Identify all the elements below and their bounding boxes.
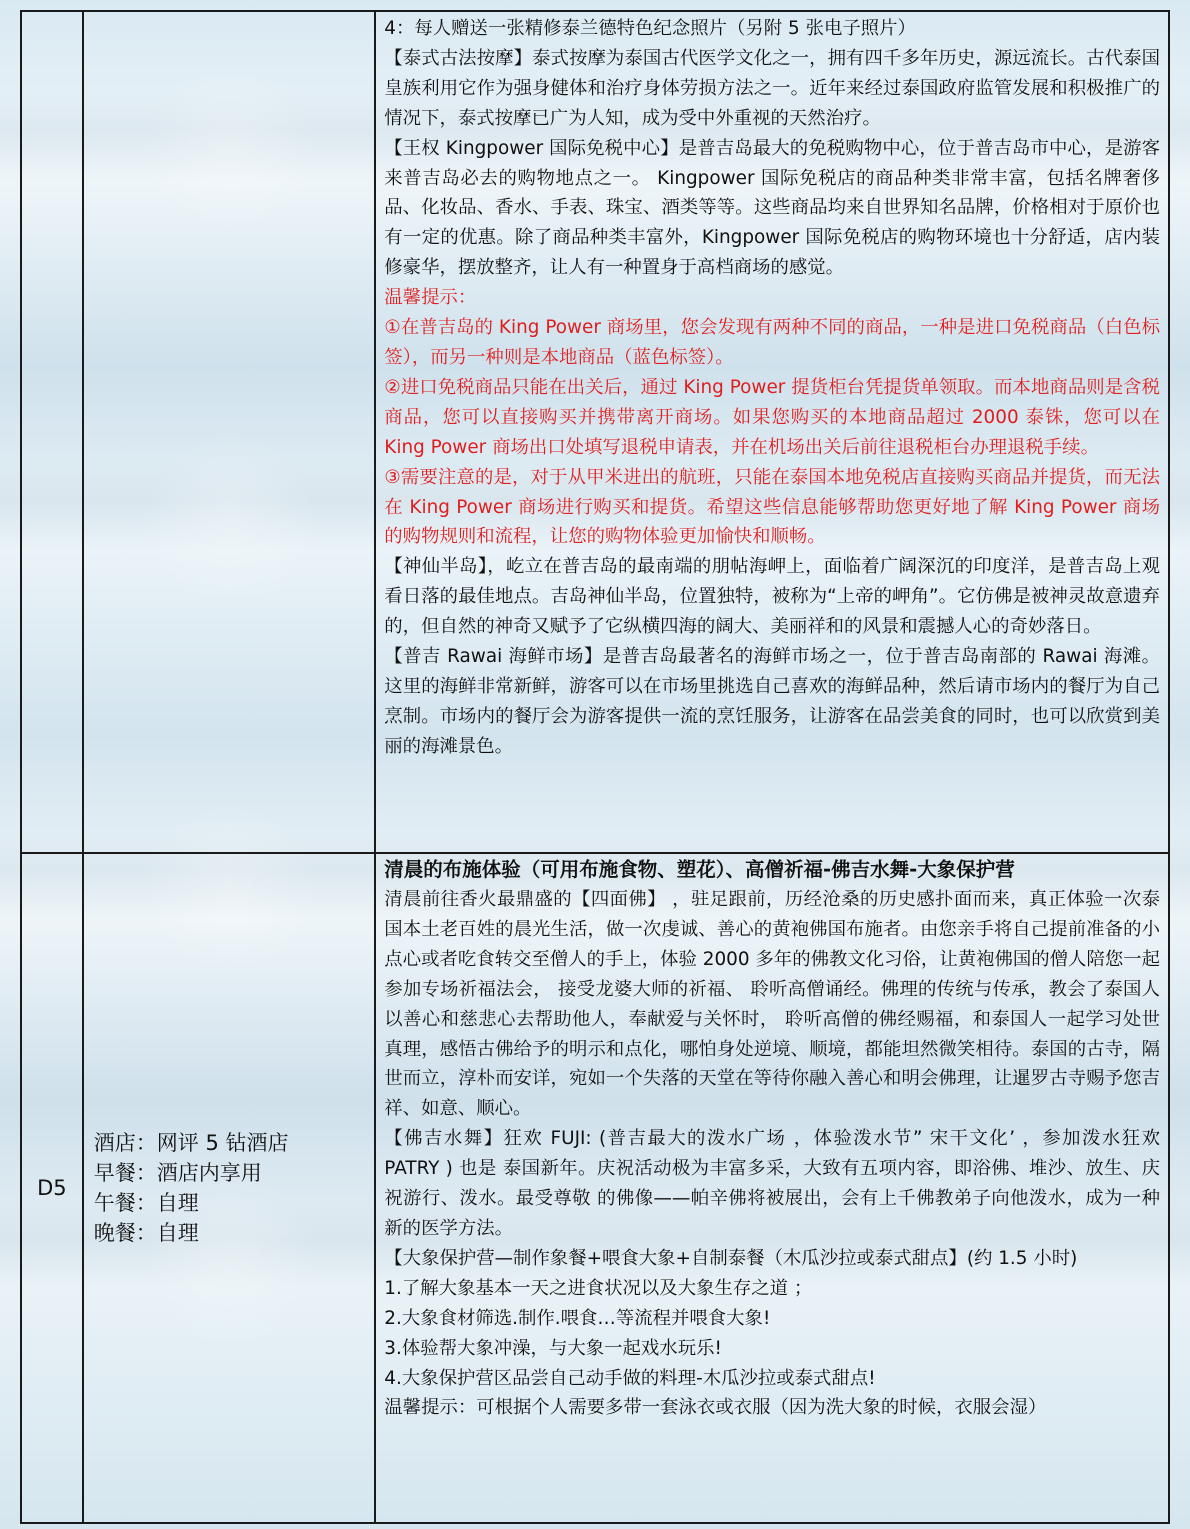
paragraph: 【普吉 Rawai 海鲜市场】是普吉岛最著名的海鲜市场之一，位于普吉岛南部的 Rawai 海滩。这里的海鲜非常新鲜，游客可以在市场里挑选自己喜欢的海鲜品种，然后请市场内的餐厅为自己烹制。市场内的餐厅会为游客提供一流的烹饪服务，让游客在品尝美食的同时，也可以欣赏到美丽的海滩景色。 (384, 646, 1160, 757)
tip-paragraph: 温馨提示：可根据个人需要多带一套泳衣或衣服（因为洗大象的时候，衣服会湿） (384, 1397, 1047, 1419)
list-item: 3.体验帮大象冲澡，与大象一起戏水玩乐! (384, 1337, 722, 1359)
list-item: 4.大象保护营区品尝自己动手做的料理-木瓜沙拉或泰式甜点! (384, 1367, 876, 1389)
description-cell (375, 853, 1169, 1523)
lunch-info: 午餐：自理 (93, 1191, 199, 1215)
paragraph: 【泰式古法按摩】泰式按摩为泰国古代医学文化之一，拥有四千多年历史，源远流长。古代泰国皇族利用它作为强身健体和治疗身体劳损方法之一。近年来经过泰国政府监管发展和积极推广的情况下，泰式按摩已广为人知，成为受中外重视的天然治疗。 (384, 47, 1160, 129)
description-cell (375, 11, 1169, 853)
itinerary-table (20, 10, 1170, 1524)
paragraph: 清晨前往香火最鼎盛的【四面佛】 ，驻足跟前，历经沧桑的历史感扑面而来，真正体验一次泰国本土老百姓的晨光生活，做一次虔诚、善心的黄袍佛国布施者。由您亲手将自己提前准备的小点心或者吃食转交至僧人的手上，体验 2000 多年的佛教文化习俗，让黄袍佛国的僧人陪您一起参加专场祈福法会， 接受龙婆大师的祈福、 聆听高僧诵经。佛理的传统与传承，教会了泰国人以善心和慈悲心去帮助他人，奉献爱与关怀时， 聆听高僧的佛经赐福，和泰国人一起学习处世真理，感悟古佛给予的明示和点化，哪怕身处逆境、顺境，都能坦然微笑相待。泰国的古寺，隔世而立，淳朴而安详，宛如一个失落的天堂在等待你融入善心和明会佛理，让暹罗古寺赐予您吉祥、如意、顺心。 (384, 889, 1161, 1120)
paragraph: 【大象保护营—制作象餐+喂食大象+自制泰餐（木瓜沙拉或泰式甜点】(约 1.5 小时) (384, 1247, 1078, 1269)
day-title: 清晨的布施体验（可用布施食物、塑花）、高僧祈福-佛吉水舞-大象保护营 (384, 858, 1015, 881)
list-item: 2.大象食材筛选.制作.喂食…等流程并喂食大象! (384, 1307, 771, 1329)
meals-cell (83, 11, 375, 853)
day-cell: D5 (21, 853, 83, 1523)
paragraph: 【神仙半岛】，屹立在普吉岛的最南端的朋帖海岬上，面临着广阔深沉的印度洋，是普吉岛上观看日落的最佳地点。吉岛神仙半岛，位置独特，被称为“上帝的岬角”。它仿佛是被神灵故意遗弃的，但自然的神奇又赋予了它纵横四海的阔大、美丽祥和的风景和震撼人心的奇妙落日。 (384, 556, 1160, 638)
paragraph: 【佛吉水舞】狂欢 FUJI: (普吉最大的泼水广场 ，体验泼水节” 宋干文化’ ，参加泼水狂欢 PATRY ) 也是 泰国新年。庆祝活动极为丰富多采，大致有五项内容，即浴佛、堆沙、放生、庆祝游行、泼水。最受尊敬 的佛像——帕辛佛将被展出，会有上千佛教弟子向他泼水，成为一种新的医学方法。 (384, 1128, 1160, 1239)
tip-paragraph: ①在普吉岛的 King Power 商场里，您会发现有两种不同的商品，一种是进口免税商品（白色标签），而另一种则是本地商品（蓝色标签）。 (384, 317, 1160, 368)
table-row (21, 11, 1169, 853)
paragraph: 【王权 Kingpower 国际免税中心】是普吉岛最大的免税购物中心，位于普吉岛市中心，是游客来普吉岛必去的购物地点之一。 Kingpower 国际免税店的商品种类非常丰富，包括名牌奢侈品、化妆品、香水、手表、珠宝、酒类等等。这些商品均来自世界知名品牌，价格相对于原价也有一定的优惠。除了商品种类丰富外，Kingpower 国际免税店的购物环境也十分舒适，店内装修豪华，摆放整齐，让人有一种置身于高档商场的感觉。 (384, 137, 1160, 279)
hotel-info: 酒店：网评 5 钻酒店 (93, 1131, 289, 1155)
tip-heading: 温馨提示： (384, 287, 477, 309)
breakfast-info: 早餐：酒店内享用 (93, 1161, 262, 1185)
day-cell (21, 11, 83, 853)
paragraph: 4：每人赠送一张精修泰兰德特色纪念照片（另附 5 张电子照片） (384, 18, 916, 39)
tip-paragraph: ③需要注意的是，对于从甲米进出的航班，只能在泰国本地免税店直接购买商品并提货，而无法在 King Power 商场进行购买和提货。希望这些信息能够帮助您更好地了解 King Power 商场的购物规则和流程，让您的购物体验更加愉快和顺畅。 (384, 466, 1160, 548)
meals-cell (83, 853, 375, 1523)
list-item: 1.了解大象基本一天之进食状况以及大象生存之道 ； (384, 1277, 813, 1299)
table-row (21, 853, 1169, 1523)
dinner-info: 晚餐：自理 (93, 1221, 199, 1245)
tip-paragraph: ②进口免税商品只能在出关后，通过 King Power 提货柜台凭提货单领取。而本地商品则是含税商品，您可以直接购买并携带离开商场。如果您购买的本地商品超过 2000 泰铢，您可以在 King Power 商场出口处填写退税申请表，并在机场出关后前往退税柜台办理退税手续。 (384, 376, 1160, 458)
